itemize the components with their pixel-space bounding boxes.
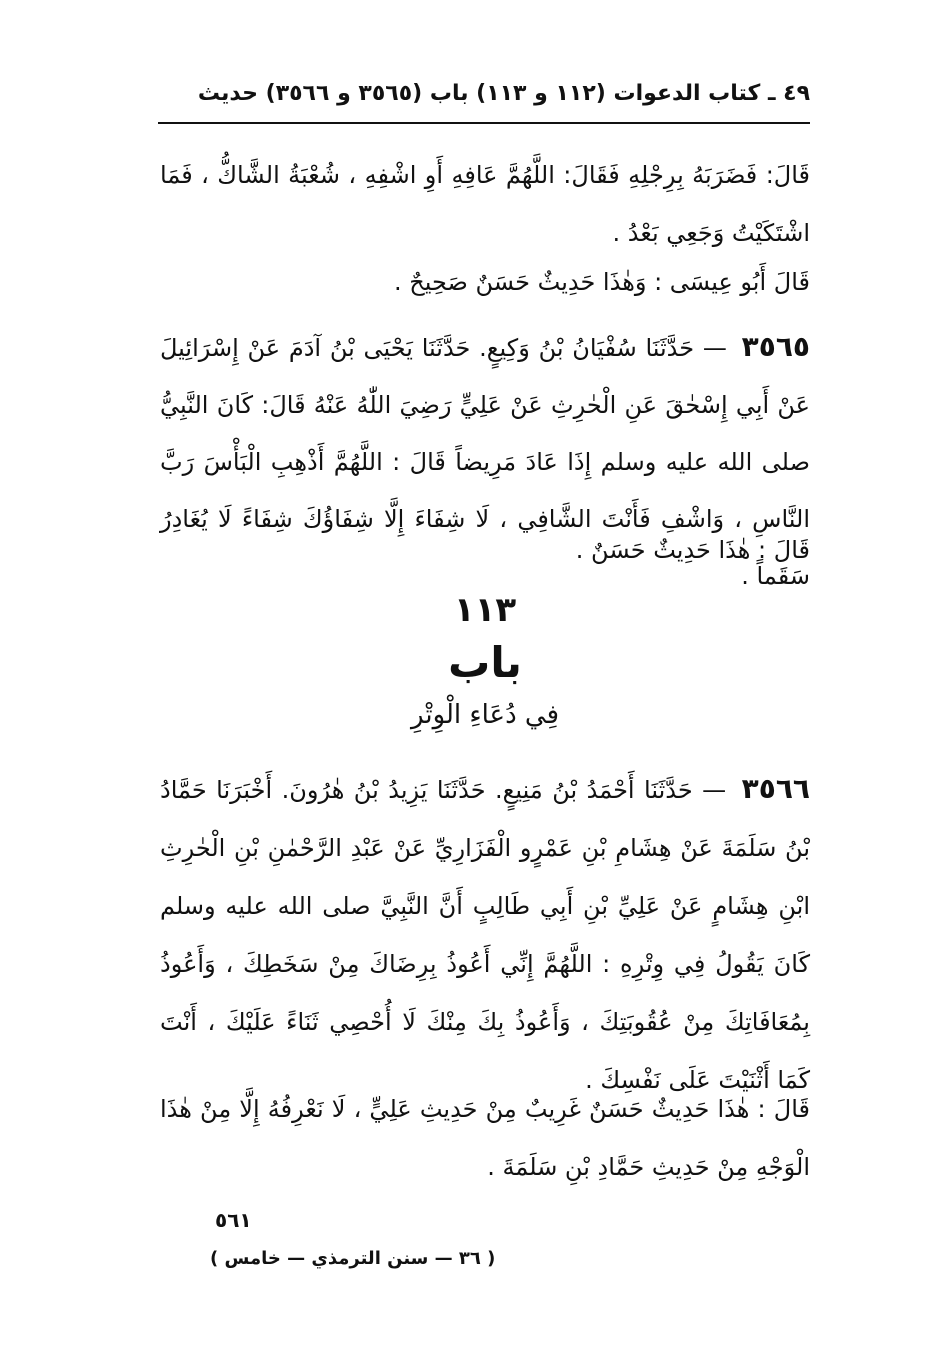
- chapter-subtitle: فِي دُعَاءِ الْوِتْرِ: [410, 700, 560, 730]
- hadith-3566: [160, 760, 858, 1109]
- hadith-3565-note: [160, 530, 858, 571]
- hadith-text: — حَدَّثَنَا أَحْمَدُ بْنُ مَنِيعٍ. حَدَّثَنَا يَزِيدُ بْنُ هٰرُونَ. أَخْبَرَنَا حَمَّادُ بْنُ سَلَمَةَ عَنْ هِشَامِ بْنِ عَمْرٍو الْفَزَارِيِّ عَنْ عَبْدِ الرَّحْمٰنِ بْنِ الْحٰرِثِ ابْنِ هِشَامٍ عَنْ عَلِيِّ بْنِ أَبِي طَالِبٍ أَنَّ النَّبِيَّ صلى الله عليه وسلم كَانَ يَقُولُ فِي وِتْرِهِ : اللَّهُمَّ إِنِّي أَعُوذُ بِرِضَاكَ مِنْ سَخَطِكَ ، وَأَعُوذُ بِمُعَافَاتِكَ مِنْ عُقُوبَتِكَ ، وَأَعُوذُ بِكَ مِنْكَ لَا أُحْصِي ثَنَاءً عَلَيْكَ ، أَنْتَ كَمَا أَثْنَيْتَ عَلَى نَفْسِكَ .: [160, 776, 810, 1094]
- hadith-number: ٣٥٦٥: [741, 330, 810, 363]
- footer-page-number: ٥٦١: [215, 1208, 252, 1232]
- note-text: قَالَ : هٰذَا حَدِيثٌ حَسَنٌ غَرِيبٌ مِنْ حَدِيثِ عَلِيٍّ ، لَا نَعْرِفُهُ إِلَّا مِنْ هٰذَا الْوَجْهِ مِنْ حَدِيثِ حَمَّادِ بْنِ سَلَمَةَ .: [160, 1095, 810, 1181]
- hadith-number: ٣٥٦٦: [741, 772, 810, 805]
- running-header: [160, 68, 810, 118]
- header-title: ٤٩ ـ كتاب الدعوات (١١٢ و ١١٣) باب (٣٥٦٥ و ٣٥٦٦) حديث: [197, 80, 810, 106]
- footer-note: ( ٣٦ — سنن الترمذي — خامس ): [210, 1248, 496, 1269]
- chapter-label: باب: [448, 638, 522, 687]
- paragraph-grading: [160, 262, 858, 303]
- hadith-text: — حَدَّثَنَا سُفْيَانُ بْنُ وَكِيعٍ. حَدَّثَنَا يَحْيَى بْنُ آدَمَ عَنْ إِسْرَائِيلَ عَنْ أَبِي إِسْحٰقَ عَنِ الْحٰرِثِ عَنْ عَلِيٍّ رَضِيَ اللّٰهُ عَنْهُ قَالَ: كَانَ النَّبِيُّ صلى الله عليه وسلم إِذَا عَادَ مَرِيضاً قَالَ : اللَّهُمَّ أَذْهِبِ الْبَأْسَ رَبَّ النَّاسِ ، وَاشْفِ فَأَنْتَ الشَّافِي ، لَا شِفَاءَ إِلَّا شِفَاؤُكَ شِفَاءً لَا يُغَادِرُ سَقَماً .: [160, 334, 810, 590]
- note-text: قَالَ : هٰذَا حَدِيثٌ حَسَنٌ .: [575, 536, 810, 564]
- paragraph-continuation: [160, 146, 810, 262]
- hadith-3566-note: [160, 1080, 858, 1196]
- header-rule: [158, 122, 810, 124]
- chapter-number: ١١٣: [453, 590, 517, 630]
- grading-text: قَالَ أَبُو عِيسَى : وَهٰذَا حَدِيثٌ حَسَنٌ صَحِيحٌ .: [393, 268, 810, 296]
- paragraph-text: قَالَ: فَضَرَبَهُ بِرِجْلِهِ فَقَالَ: اللَّهُمَّ عَافِهِ أَوِ اشْفِهِ ، شُعْبَةُ الشَّاكُّ ، فَمَا اشْتَكَيْتُ وَجَعِي بَعْدُ .: [160, 161, 810, 247]
